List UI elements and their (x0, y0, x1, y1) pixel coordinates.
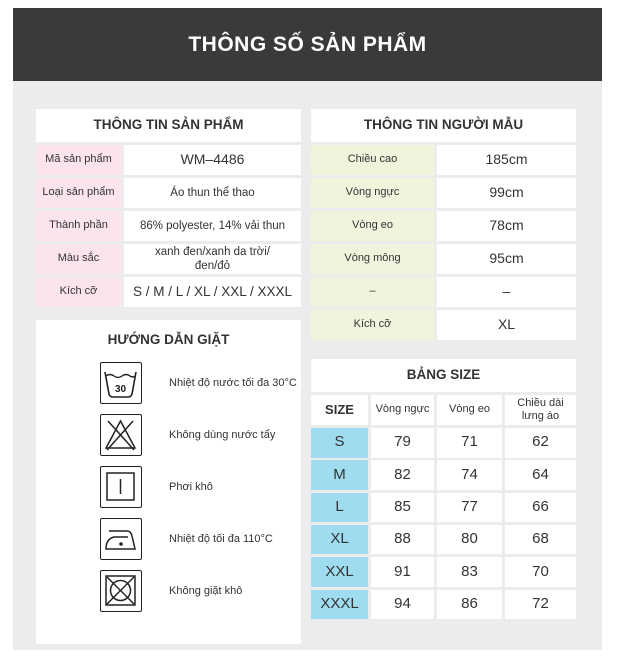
product-row-label (36, 178, 121, 208)
size-row-waist-cell (437, 557, 502, 587)
chest-cell-value: 94 (394, 594, 411, 612)
size-row-chest-cell (371, 428, 434, 458)
size-row-size-cell (311, 428, 368, 458)
size-row-chest-cell (371, 590, 434, 620)
model-info-title: THÔNG TIN NGƯỜI MẪU (363, 117, 524, 133)
product-info-title: THÔNG TIN SẢN PHẨM (93, 117, 244, 133)
size-table-title: BẢNG SIZE (406, 367, 481, 383)
size-row-chest-cell (371, 493, 434, 523)
length-cell-value: 64 (532, 465, 549, 483)
model-size-value: XL (497, 316, 516, 333)
size-row-waist-cell (437, 525, 502, 555)
size-header-cell (311, 395, 368, 425)
chest-label: Vòng ngực (345, 186, 400, 199)
product-row-label (36, 277, 121, 307)
product-row-label (36, 244, 121, 274)
chest-cell-value: 82 (394, 465, 411, 483)
length-cell-value: 72 (532, 594, 549, 612)
product-type-label: Loại sản phẩm (42, 186, 115, 199)
height-value: 185cm (485, 151, 528, 168)
size-cell-value: XXL (325, 562, 354, 580)
model-info-header (311, 109, 576, 142)
composition-value: 86% polyester, 14% vải thun (139, 219, 286, 232)
wash-item (36, 414, 301, 462)
waist-cell-value: 80 (461, 530, 478, 548)
hip-label: Vòng mông (344, 252, 401, 265)
size-cell-value: XL (330, 530, 349, 548)
product-row-value (124, 178, 301, 208)
chest-cell-value: 79 (394, 433, 411, 451)
wash-item-text: Phơi khô (169, 481, 213, 493)
page-title: THÔNG SỐ SẢN PHẨM (188, 32, 427, 56)
line-dry-icon (100, 466, 142, 508)
size-row-size-cell (311, 590, 368, 620)
product-row-value (124, 244, 301, 274)
iron-icon (100, 518, 142, 560)
product-code-label: Mã sản phẩm (45, 153, 112, 166)
chest-cell-value: 91 (394, 562, 411, 580)
waist-cell-value: 71 (461, 433, 478, 451)
size-row-size-cell (311, 460, 368, 490)
wash-item-text: Không dùng nước tẩy (169, 429, 276, 441)
chest-cell-value: 85 (394, 497, 411, 515)
model-row-label (311, 310, 434, 340)
size-row-length-cell (505, 557, 576, 587)
waist-col-header: Vòng eo (449, 403, 490, 416)
color-value: xanh đen/xanh da trời/ đen/đỏ (155, 245, 270, 272)
size-header-cell (505, 395, 576, 425)
product-info-header (36, 109, 301, 142)
model-row-label (311, 178, 434, 208)
wash-item-text: Nhiệt độ nước tối đa 30°C (169, 377, 297, 389)
waist-cell-value: 86 (461, 594, 478, 612)
model-row-label (311, 244, 434, 274)
size-col-header: SIZE (325, 401, 354, 417)
waist-label: Vòng eo (352, 219, 393, 232)
wash-item (36, 466, 301, 514)
size-table-header (311, 359, 576, 392)
product-row-value (124, 277, 301, 307)
product-row-label (36, 211, 121, 241)
chest-value: 99cm (489, 184, 524, 201)
color-label: Màu sắc (57, 252, 100, 265)
size-cell-value: S (334, 433, 345, 451)
model-row-label (311, 145, 434, 175)
waist-value: 78cm (489, 217, 524, 234)
product-code-value: WM–4486 (180, 151, 245, 168)
spec-panel (13, 81, 602, 650)
size-header-cell (437, 395, 502, 425)
length-cell-value: 70 (532, 562, 549, 580)
page-header (13, 8, 602, 81)
product-row-label (36, 145, 121, 175)
size-row-size-cell (311, 493, 368, 523)
wash-30-icon (100, 362, 142, 404)
washing-panel (36, 320, 301, 644)
size-cell-value: L (335, 497, 344, 515)
size-cell-value: M (333, 465, 346, 483)
wash-item (36, 518, 301, 566)
waist-cell-value: 83 (461, 562, 478, 580)
model-row-label (311, 211, 434, 241)
length-col-header: Chiều dài lưng áo (517, 396, 564, 422)
composition-label: Thành phần (49, 219, 108, 232)
product-row-value (124, 211, 301, 241)
size-row-length-cell (505, 460, 576, 490)
size-row-chest-cell (371, 525, 434, 555)
length-cell-value: 68 (532, 530, 549, 548)
size-row-size-cell (311, 557, 368, 587)
wash-item (36, 570, 301, 618)
chest-col-header: Vòng ngực (375, 403, 430, 416)
empty-label: – (369, 285, 376, 298)
size-row-length-cell (505, 525, 576, 555)
size-row-length-cell (505, 590, 576, 620)
model-row-value (437, 310, 576, 340)
size-header-cell (371, 395, 434, 425)
model-row-label (311, 277, 434, 307)
wash-item-text: Nhiệt độ tối đa 110°C (169, 533, 273, 545)
hip-value: 95cm (489, 250, 524, 267)
waist-cell-value: 74 (461, 465, 478, 483)
model-size-label: Kích cỡ (353, 318, 392, 331)
size-row-chest-cell (371, 460, 434, 490)
size-row-waist-cell (437, 590, 502, 620)
model-row-value (437, 145, 576, 175)
size-row-waist-cell (437, 493, 502, 523)
size-cell-value: XXXL (320, 594, 359, 612)
model-row-value (437, 244, 576, 274)
model-row-value (437, 277, 576, 307)
washing-title: HƯỚNG DẪN GIẶT (107, 331, 230, 347)
size-row-length-cell (505, 493, 576, 523)
wash-item-text: Không giặt khô (169, 585, 243, 597)
length-cell-value: 62 (532, 433, 549, 451)
model-row-value (437, 211, 576, 241)
size-value: S / M / L / XL / XXL / XXXL (132, 283, 293, 299)
size-row-length-cell (505, 428, 576, 458)
no-dry-clean-icon (100, 570, 142, 612)
wash-item (36, 362, 301, 410)
size-row-size-cell (311, 525, 368, 555)
size-row-chest-cell (371, 557, 434, 587)
size-label: Kích cỡ (59, 285, 98, 298)
product-row-value (124, 145, 301, 175)
no-bleach-icon (100, 414, 142, 456)
size-row-waist-cell (437, 428, 502, 458)
empty-value: – (502, 283, 511, 300)
product-type-value: Áo thun thể thao (170, 186, 255, 199)
model-row-value (437, 178, 576, 208)
waist-cell-value: 77 (461, 497, 478, 515)
height-label: Chiều cao (347, 153, 398, 166)
chest-cell-value: 88 (394, 530, 411, 548)
size-row-waist-cell (437, 460, 502, 490)
wash-temp-text: 30 (114, 384, 127, 395)
length-cell-value: 66 (532, 497, 549, 515)
